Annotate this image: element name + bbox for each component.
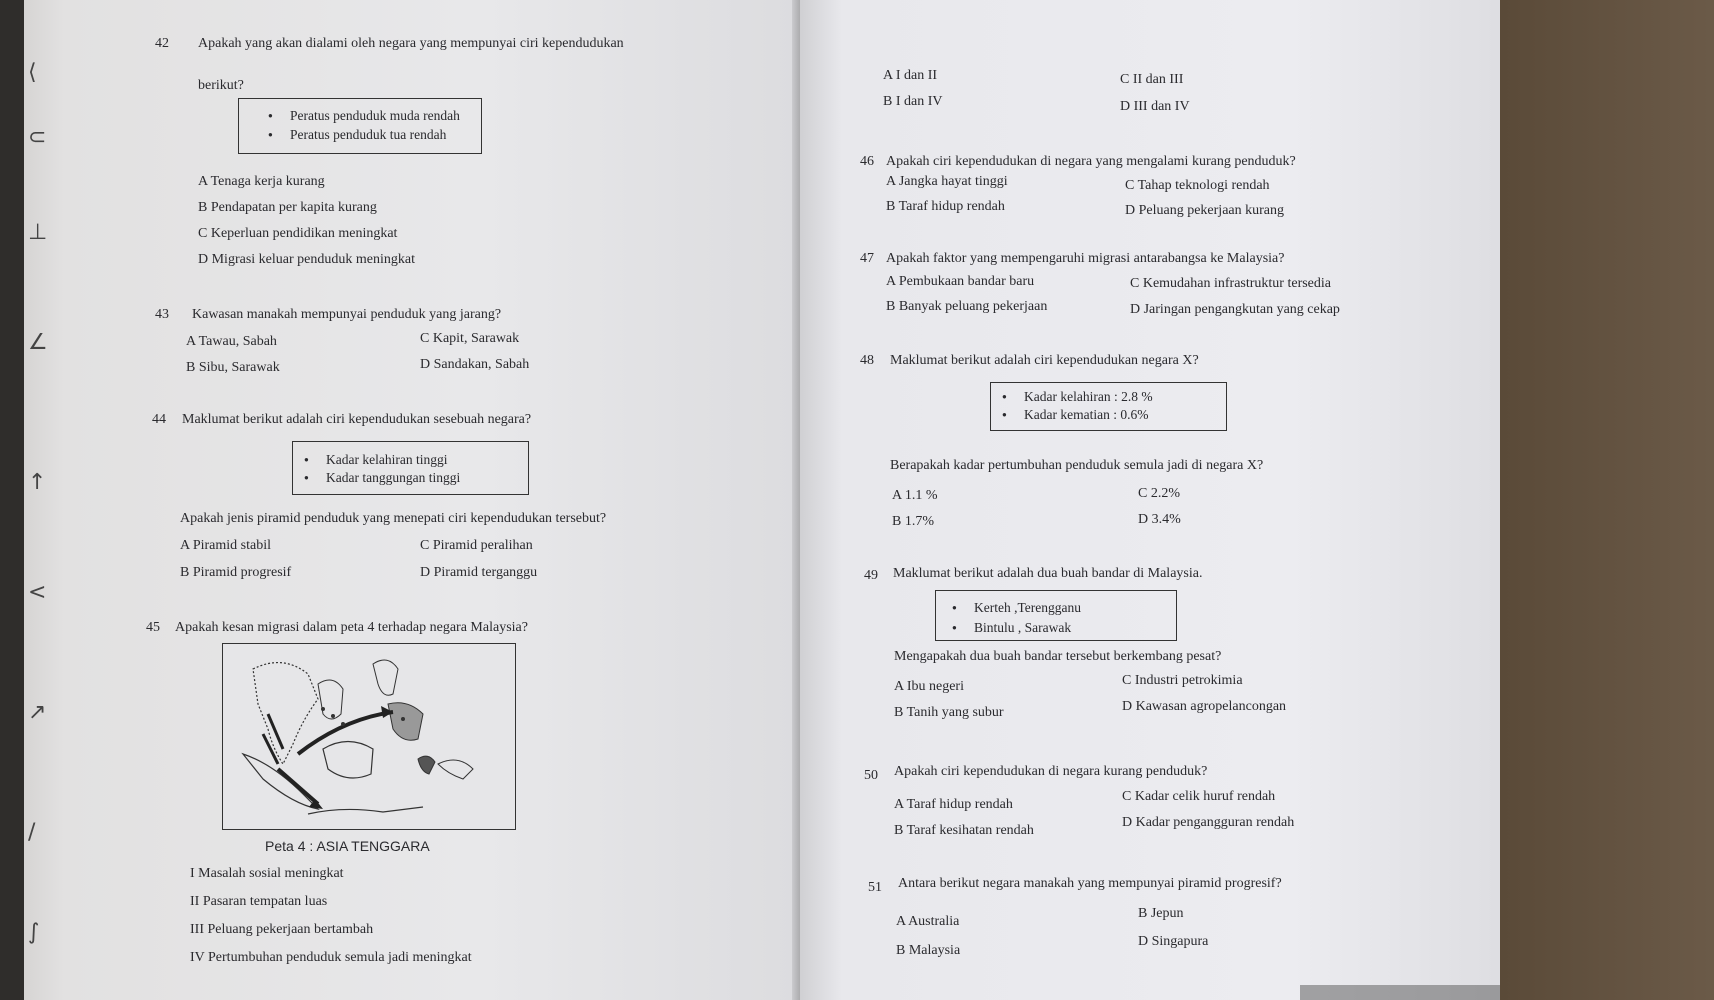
info-box [292, 441, 529, 495]
left-page [0, 0, 800, 1000]
answer-option: B Banyak peluang pekerjaan [886, 299, 1048, 314]
info-bullet: ● Kerteh ,Terengganu [974, 600, 1081, 616]
answer-option: B Sibu, Sarawak [186, 360, 280, 375]
question-number: 45 [146, 620, 160, 635]
statement-item: II Pasaran tempatan luas [190, 894, 328, 909]
answer-option: A Piramid stabil [180, 538, 271, 553]
answer-option: D Sandakan, Sabah [420, 357, 530, 372]
answer-option: D Kadar pengangguran rendah [1122, 815, 1295, 830]
answer-option: C II dan III [1120, 72, 1184, 87]
answer-option: C Kadar celik huruf rendah [1122, 789, 1276, 804]
question-text: Apakah kesan migrasi dalam peta 4 terhadap negara Malaysia? [175, 620, 528, 635]
question-number: 50 [864, 768, 878, 783]
info-bullet: ● Kadar kelahiran tinggi [326, 452, 447, 468]
map-caption: Peta 4 : ASIA TENGGARA [265, 838, 430, 854]
question-text: Kawasan manakah mempunyai penduduk yang jarang? [192, 307, 502, 322]
question-number: 49 [864, 568, 878, 583]
answer-option: C Tahap teknologi rendah [1125, 178, 1270, 193]
question-number: 43 [155, 307, 169, 322]
answer-option: A Tenaga kerja kurang [198, 174, 325, 189]
answer-option: B Malaysia [896, 943, 961, 958]
question-text: Apakah yang akan dialami oleh negara yang mempunyai ciri kependudukan [198, 36, 624, 51]
statement-item: I Masalah sosial meningkat [190, 866, 344, 881]
info-bullet: ● Bintulu , Sarawak [974, 620, 1071, 636]
question-text: Maklumat berikut adalah dua buah bandar di Malaysia. [893, 566, 1203, 581]
info-bullet: ● Kadar kelahiran : 2.8 % [1024, 389, 1153, 405]
info-bullet: ● Kadar tanggungan tinggi [326, 470, 460, 486]
answer-option: D Migrasi keluar penduduk meningkat [198, 252, 415, 267]
answer-option: C Keperluan pendidikan meningkat [198, 226, 398, 241]
statement-item: III Peluang pekerjaan bertambah [190, 922, 374, 937]
answer-option: C 2.2% [1138, 486, 1180, 501]
info-bullet: ● Kadar kematian : 0.6% [1024, 407, 1148, 423]
answer-option: D 3.4% [1138, 512, 1181, 527]
answer-option: C Kapit, Sarawak [420, 331, 520, 346]
answer-option: D Kawasan agropelancongan [1122, 699, 1287, 714]
answer-option: B Taraf kesihatan rendah [894, 823, 1034, 838]
statement-item: IV Pertumbuhan penduduk semula jadi meningkat [190, 950, 472, 965]
answer-option: B Pendapatan per kapita kurang [198, 200, 377, 215]
answer-option: A I dan II [883, 68, 938, 83]
answer-option: A Australia [896, 914, 960, 929]
question-text: Apakah ciri kependudukan di negara kurang penduduk? [894, 764, 1208, 779]
answer-option: B Tanih yang subur [894, 705, 1004, 720]
answer-option: D Piramid terganggu [420, 565, 538, 580]
question-text: Maklumat berikut adalah ciri kependudukan negara X? [890, 353, 1199, 368]
question-text: berikut? [198, 78, 244, 93]
question-number: 46 [860, 154, 874, 169]
answer-option: C Industri petrokimia [1122, 673, 1243, 688]
answer-option: D Jaringan pengangkutan yang cekap [1130, 302, 1340, 317]
map-illustration [223, 644, 515, 829]
bottom-edge-object [1300, 985, 1500, 1000]
info-bullet: ● Peratus penduduk tua rendah [290, 127, 446, 143]
right-page [800, 0, 1500, 1000]
answer-option: D III dan IV [1120, 99, 1190, 114]
answer-option: B 1.7% [892, 514, 934, 529]
answer-option: D Singapura [1138, 934, 1209, 949]
southeast-asia-map [222, 643, 516, 830]
info-bullet: ● Peratus penduduk muda rendah [290, 108, 460, 124]
question-text: Mengapakah dua buah bandar tersebut berkembang pesat? [894, 649, 1222, 664]
question-number: 47 [860, 251, 874, 266]
answer-option: C Kemudahan infrastruktur tersedia [1130, 276, 1331, 291]
answer-option: B I dan IV [883, 94, 943, 109]
handwritten-margin-notes: ⟨ ⊂ ⊥ ∠ ↑ < ↗ / ∫ [28, 60, 48, 945]
question-text: Berapakah kadar pertumbuhan penduduk semula jadi di negara X? [890, 458, 1264, 473]
question-text: Maklumat berikut adalah ciri kependudukan sesebuah negara? [182, 412, 532, 427]
answer-option: B Jepun [1138, 906, 1184, 921]
answer-option: A Pembukaan bandar baru [886, 274, 1035, 289]
question-text: Apakah jenis piramid penduduk yang menepati ciri kependudukan tersebut? [180, 511, 607, 526]
answer-option: A Jangka hayat tinggi [886, 174, 1008, 189]
question-text: Antara berikut negara manakah yang mempunyai piramid progresif? [898, 876, 1282, 891]
question-text: Apakah faktor yang mempengaruhi migrasi antarabangsa ke Malaysia? [886, 251, 1285, 266]
question-number: 51 [868, 880, 882, 895]
question-text: Apakah ciri kependudukan di negara yang mengalami kurang penduduk? [886, 154, 1296, 169]
answer-option: A Tawau, Sabah [186, 334, 277, 349]
question-number: 44 [152, 412, 166, 427]
answer-option: C Piramid peralihan [420, 538, 533, 553]
answer-option: A 1.1 % [892, 488, 938, 503]
page-edge [0, 0, 24, 1000]
question-number: 48 [860, 353, 874, 368]
info-box [238, 98, 482, 154]
background-object [1500, 0, 1714, 1000]
answer-option: A Taraf hidup rendah [894, 797, 1013, 812]
answer-option: B Taraf hidup rendah [886, 199, 1005, 214]
answer-option: D Peluang pekerjaan kurang [1125, 203, 1284, 218]
question-number: 42 [155, 36, 169, 51]
answer-option: B Piramid progresif [180, 565, 292, 580]
answer-option: A Ibu negeri [894, 679, 964, 694]
